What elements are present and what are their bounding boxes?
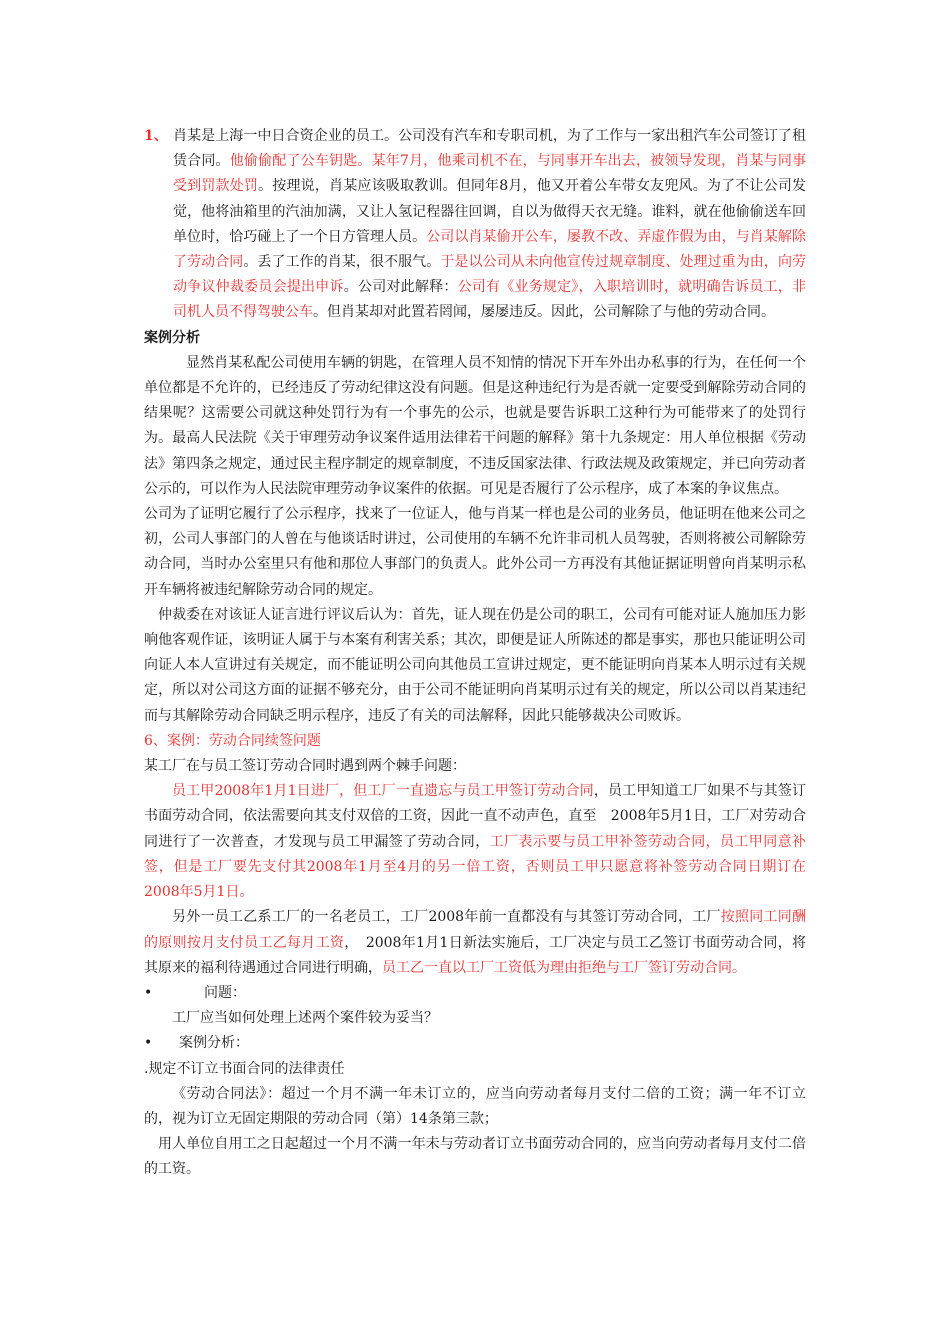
analysis-heading: 案例分析 [144, 329, 200, 346]
case-6-intro: 某工厂在与员工签订劳动合同时遇到两个棘手问题： [144, 758, 466, 775]
bullet-icon: • [144, 1035, 153, 1052]
text-run: 按照同工同酬的原则按月支付员工乙每月工资 [144, 909, 806, 951]
question-label: 问题： [204, 984, 246, 1001]
analysis-paragraph-3: 仲裁委在对该证人证言进行评议后认为：首先，证人现在仍是公司的职工，公司有可能对证人施加压力影响他客观作证，该明证人属于与本案有利害关系；其次，即便是证人所陈述的都是事实，那也只能证明公司向证人本人宣讲过有关规定，而不能证明公司向其他员工宣讲过规定，更不能证明向肖某本人明示过有关规定，所以对公司这方面的证据不够充分，由于公司不能证明向肖某明示过有关的规定，所以公司以肖某违纪而与其解除劳动合同缺乏明示程序，违反了有关的司法解释，因此只能够裁决公司败诉。 [144, 606, 806, 724]
text-run: 员工甲2008年1月1日进厂，但工厂一直遗忘与员工甲签订劳动合同 [172, 783, 594, 800]
case-1-number: 1、 [144, 128, 168, 144]
text-run: 员工乙一直以工厂工资低为理由拒绝与工厂签订劳动合同。 [382, 959, 746, 976]
question-text: 工厂应当如何处理上述两个案件较为妥当？ [172, 1010, 438, 1027]
text-run: 他偷偷配了公车钥匙。某年7月，他乘司机不在，与同事开车出去，被领导发现，肖某与同事受到罚款处罚 [173, 153, 807, 195]
text-run: 另外一员工乙系工厂的一名老员工，工厂2008年前一直都没有与其签订劳动合同，工厂 [172, 909, 721, 926]
case-1-item [144, 124, 806, 326]
text-run: 肖某是上海一中日合资企业的员工。公司没有汽车和专职司机，为了工作与一家出租汽车公司签订了租赁合同。 [173, 128, 806, 170]
text-run: 。公司对此解释： [343, 279, 458, 296]
text-run: ，员工甲知道工厂如果不与其签订书面劳动合同，依法需要向其支付双倍的工资，因此一直不动声色，直至 2008年5月1日，工厂对劳动合同进行了一次普查，才发现与员工甲漏签了劳动合同， [144, 783, 806, 850]
bullet-icon: • [144, 984, 153, 1001]
analysis-paragraph-1: 显然肖某私配公司使用车辆的钥匙，在管理人员不知情的情况下开车外出办私事的行为，在任何一个单位都是不允许的，已经违反了劳动纪律这没有问题。但是这种违纪行为是否就一定要受到解除劳动合同的结果呢？这需要公司就这种处罚行为有一个事先的公示，也就是要告诉职工这种行为可能带来了的处罚行为。最高人民法院《关于审理劳动争议案件适用法律若干问题的解释》第十九条规定：用人单位根据《劳动法》第四条之规定，通过民主程序制定的规章制度，不违反国家法律、行政法规及政策规定，并已向劳动者公示的，可以作为人民法院审理劳动争议案件的依据。可见是否履行了公示程序，成了本案的争议焦点。 [144, 354, 806, 497]
document-page [144, 124, 820, 1183]
text-run: 于是以公司从未向他宣传过规章制度、处理过重为由，向劳动争议仲裁委员会提出申诉 [173, 254, 807, 296]
case-6-employee-b-paragraph [144, 905, 806, 981]
law-quote-paragraph: 《劳动合同法》：超过一个月不满一年未订立的，应当向劳动者每月支付二倍的工资；满一年不订立的，视为订立无固定期限的劳动合同（第）14条第三款； [144, 1085, 806, 1127]
closing-paragraph: 用人单位自用工之日起超过一个月不满一年未与劳动者订立书面劳动合同的，应当向劳动者每月支付二倍的工资。 [144, 1136, 806, 1178]
analysis-paragraph-2: 公司为了证明它履行了公示程序，找来了一位证人，他与肖某一样也是公司的业务员，他证明在他来公司之初，公司人事部门的人曾在与他谈话时讲过，公司使用的车辆不允许非司机人员驾驶，否则将被公司解除劳动合同，当时办公室里只有他和那位人事部门的负责人。此外公司一方再没有其他证据证明曾向肖某明示私开车辆将被违纪解除劳动合同的规定。 [144, 506, 806, 598]
rule-heading: .规定不订立书面合同的法律责任 [144, 1060, 345, 1077]
analysis-label: 案例分析： [179, 1035, 249, 1052]
case-6-employee-a-paragraph [144, 779, 820, 905]
text-run: 公司有《业务规定》，入职培训时，就明确告诉员工，非司机人员不得驾驶公车 [173, 279, 807, 321]
text-run: 。丢了工作的肖某，很不服气。 [243, 254, 441, 271]
text-run: 工厂表示要与员工甲补签劳动合同，员工甲同意补签，但是工厂要先支付其2008年1月至4月的另一倍工资，否则员工甲只愿意将补签劳动合同日期订在 2008年5月1日。 [144, 833, 820, 901]
case-1-paragraph [173, 124, 806, 326]
question-bullet [144, 981, 806, 1006]
text-run: 。按理说，肖某应该吸取教训。但同年8月，他又开着公车带女友兜风。为了不让公司发觉，他将油箱里的汽油加满，又让人氢记程器往回调，自以为做得天衣无缝。谁料，就在他偷偷送车回单位时，恰巧碰上了一个日方管理人员。 [173, 178, 807, 245]
text-run: 。但肖某却对此置若罔闻，屡屡违反。因此，公司解除了与他的劳动合同。 [313, 304, 775, 321]
text-run: ， 2008年1月1日新法实施后，工厂决定与员工乙签订书面劳动合同，将其原来的福利待遇通过合同进行明确， [144, 934, 806, 976]
text-run: 公司以肖某偷开公车，屡教不改、弄虚作假为由，与肖某解除了劳动合同 [173, 228, 807, 271]
analysis-bullet [144, 1031, 806, 1056]
case-6-heading: 6、案例：劳动合同续签问题 [144, 732, 321, 749]
